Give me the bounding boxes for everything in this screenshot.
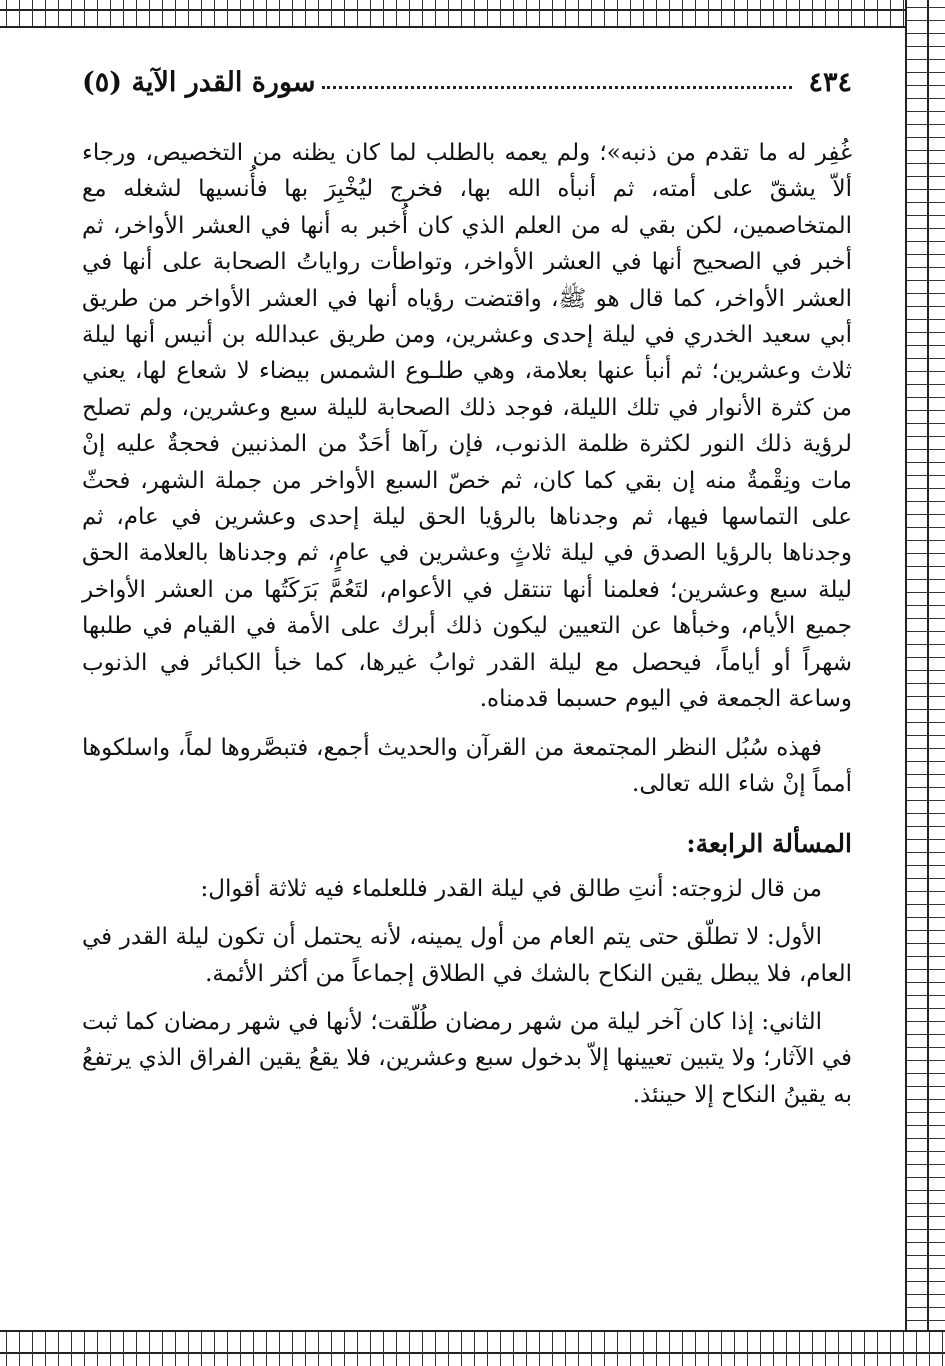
page-number: ٤٣٤ — [808, 66, 852, 98]
section-paragraph: من قال لزوجته: أنتِ طالق في ليلة القدر فللعلماء فيه ثلاثة أقوال: — [200, 875, 822, 902]
page-body — [82, 135, 852, 1113]
ornamental-border-right — [905, 0, 945, 1366]
running-title: سورة القدر الآية (٥) — [82, 66, 316, 98]
section-paragraph: الثاني: إذا كان آخر ليلة من شهر رمضان طُلّقت؛ لأنها في شهر رمضان كما ثبت في الآثار؛ ولا يتبين تعيينها إلاّ بدخول سبع وعشرين، فلا يقعُ يقين الفراق الذي يرتفعُ به يقينُ النكاح إلا حينئذ. — [82, 1008, 852, 1108]
ornamental-border-top — [0, 0, 945, 28]
section-paragraph: الأول: لا تطلّق حتى يتم العام من أول يمينه، لأنه يحتمل أن تكون ليلة القدر في العام، فلا يبطل يقين النكاح بالشك في الطلاق إجماعاً من أكثر الأئمة. — [82, 924, 852, 987]
page-header — [82, 62, 852, 102]
body-paragraph: غُفِر له ما تقدم من ذنبه»؛ ولم يعمه بالطلب لما كان يظنه من التخصيص، ورجاء ألاّ يشقّ على أمته، ثم أنبأه الله بها، فخرج ليُخْبِرَ بها فأُنسيها لشغله مع المتخاصمين، لكن بقي له من العلم الذي كان أُخبر به أنها في العشر الأواخر، ثم أخبر في الصحيح أنها في العشر الأواخر، وتواطأت رواياتُ الصحابة على أنها في العشر الأواخر، كما قال هو ﷺ، واقتضت رؤياه أنها في العشر الأواخر من طريق أبي سعيد الخدري في ليلة إحدى وعشرين، ومن طريق عبدالله بن أنيس أنها ليلة ثلاث وعشرين؛ ثم أنبأ عنها بعلامة، وهي طلـوع الشمس بيضاء لا شعاع لها، يعني من كثرة الأنوار في تلك الليلة، فوجد ذلك الصحابة لليلة سبع وعشرين، ولم تصلح لرؤية ذلك النور لكثرة ظلمة الذنوب، فإن رآها أحَدٌ من المذنبين فحجةٌ عليه إنْ مات ونِقْمةٌ منه إن بقي كما كان، ثم خصّ السبع الأواخر من جملة الشهر، فحثّ على التماسها فيها، ثم وجدناها بالرؤيا الحق ليلة إحدى وعشرين في عام، ثم وجدناها بالرؤيا الصدق في ليلة ثلاثٍ وعشرين في عامٍ، ثم وجدناها بالعلامة الحق ليلة سبع وعشرين؛ فعلمنا أنها تنتقل في الأعوام، لتَعُمَّ بَرَكَتُها من العشر الأواخر جميع الأيام، وخبأها عن التعيين ليكون ذلك أبرك على الأمة في القيام في طلبها شهراً أو أياماً، فيحصل مع ليلة القدر ثوابُ غيرها، كما خبأ الكبائر في الذنوب وساعة الجمعة في اليوم حسبما قدمناه. — [82, 140, 852, 713]
header-dotted-leader — [322, 86, 793, 89]
body-paragraph: فهذه سُبُل النظر المجتمعة من القرآن والحديث أجمع، فتبصَّروها لماً، واسلكوها أمماً إنْ شاء الله تعالى. — [82, 734, 852, 797]
ornamental-border-bottom — [0, 1330, 945, 1366]
section-heading: المسألة الرابعة: — [686, 829, 852, 859]
